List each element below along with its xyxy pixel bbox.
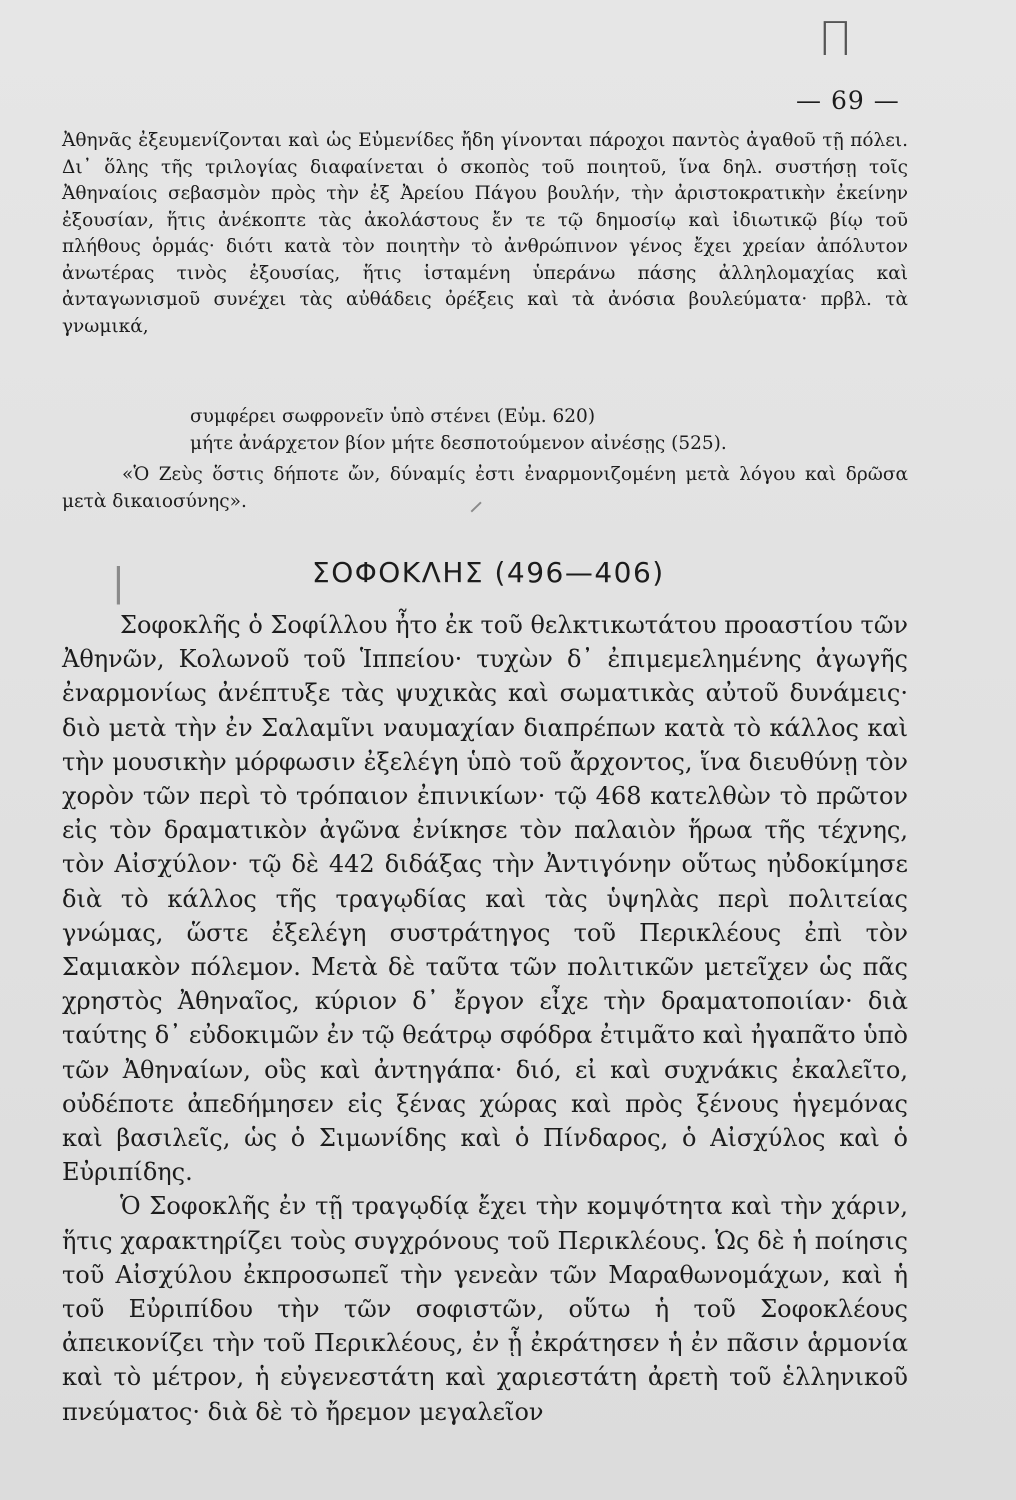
pencil-scribble: |	[112, 560, 125, 604]
body-paragraph: Ὁ Σοφοκλῆς ἐν τῇ τραγῳδίᾳ ἔχει τὴν κομψότητα καὶ τὴν χάριν, ἥτις χαρακτηρίζει τοὺς συγχρόνους τοῦ Περικλέους. Ὡς δὲ ἡ ποίησις τοῦ Αἰσχύλου ἐκπροσωπεῖ τὴν γενεὰν τῶν Μαραθωνομάχων, καὶ ἡ τοῦ Εὐριπίδου τὴν τῶν σοφιστῶν, οὕτω ἡ τοῦ Σοφοκλέους ἀπεικονίζει τὴν τοῦ Περικλέους, ἐν ᾗ ἐκράτησεν ἡ ἐν πᾶσιν ἁρμονία καὶ τὸ μέτρον, ἡ εὐγενεστάτη καὶ χαριεστάτη ἀρετὴ τοῦ ἑλληνικοῦ πνεύματος· διὰ δὲ τὸ ἤρεμον μεγαλεῖον	[62, 1192, 908, 1426]
handwritten-margin-mark: Π	[818, 12, 853, 66]
page-number: — 69 —	[796, 86, 900, 115]
closing-paragraph: «Ὁ Ζεὺς ὅστις δήποτε ὤν, δύναμίς ἐστι ἐναρμονιζομένη μετὰ λόγου καὶ δρῶσα μετὰ δικαιοσύνης».	[62, 464, 908, 512]
section-heading: ΣΟΦΟΚΛΗΣ (496—406)	[312, 556, 665, 589]
quote-line: συμφέρει σωφρονεῖν ὑπὸ στένει (Εὐμ. 620)	[190, 406, 596, 427]
upper-paragraph-block	[62, 128, 908, 340]
body-text	[62, 608, 908, 1429]
pencil-scribble: ᐟ	[470, 496, 483, 531]
closing-paragraph-block	[62, 462, 908, 515]
upper-paragraph: Ἀθηνᾶς ἐξευμενίζονται καὶ ὡς Εὐμενίδες ἤδη γίνονται πάροχοι παντὸς ἀγαθοῦ τῇ πόλει. Δι᾽ ὅλης τῆς τριλογίας διαφαίνεται ὁ σκοπὸς τοῦ ποιητοῦ, ἵνα δηλ. συστήσῃ τοῖς Ἀθηναίοις σεβασμὸν πρὸς τὴν ἐξ Ἀρείου Πάγου βουλήν, τὴν ἀριστοκρατικὴν ἐκείνην ἐξουσίαν, ἥτις ἀνέκοπτε τὰς ἀκολάστους ἔν τε τῷ δημοσίῳ καὶ ἰδιωτικῷ βίῳ τοῦ πλήθους ὁρμάς· διότι κατὰ τὸν ποιητὴν τὸ ἀνθρώπινον γένος ἔχει χρείαν ἀπόλυτον ἀνωτέρας τινὸς ἐξουσίας, ἥτις ἱσταμένη ὑπεράνω πάσης ἀλληλομαχίας καὶ ἀνταγωνισμοῦ συνέχει τὰς αὐθάδεις ὀρέξεις καὶ τὰ ἀνόσια βουλεύματα· πρβλ. τὰ γνωμικά,	[62, 130, 908, 337]
quote-line: μήτε ἀνάρχετον βίον μήτε δεσποτούμενον αἰνέσῃς (525).	[190, 432, 727, 454]
body-paragraph: Σοφοκλῆς ὁ Σοφίλλου ἦτο ἐκ τοῦ θελκτικωτάτου προαστίου τῶν Ἀθηνῶν, Κολωνοῦ τοῦ Ἱππείου· τυχὼν δ᾽ ἐπιμεμελημένης ἀγωγῆς ἐναρμονίως ἀνέπτυξε τὰς ψυχικὰς καὶ σωματικὰς αὐτοῦ δυνάμεις· διὸ μετὰ τὴν ἐν Σαλαμῖνι ναυμαχίαν διαπρέπων κατὰ τὸ κάλλος καὶ τὴν μουσικὴν μόρφωσιν ἐξελέγη ὑπὸ τοῦ ἄρχοντος, ἵνα διευθύνῃ τὸν χορὸν τῶν περὶ τὸ τρόπαιον ἐπινικίων· τῷ 468 κατελθὼν τὸ πρῶτον εἰς τὸν δραματικὸν ἀγῶνα ἐνίκησε τὸν παλαιὸν ἥρωα τῆς τέχνης, τὸν Αἰσχύλον· τῷ δὲ 442 διδάξας τὴν Ἀντιγόνην οὕτως ηὐδοκίμησε διὰ τὸ κάλλος τῆς τραγῳδίας καὶ τὰς ὑψηλὰς περὶ πολιτείας γνώμας, ὥστε ἐξελέγη συστράτηγος τοῦ Περικλέους ἐπὶ τὸν Σαμιακὸν πόλεμον. Μετὰ δὲ ταῦτα τῶν πολιτικῶν μετεῖχεν ὡς πᾶς χρηστὸς Ἀθηναῖος, κύριον δ᾽ ἔργον εἶχε τὴν δραματοποιίαν· διὰ ταύτης δ᾽ εὐδοκιμῶν ἐν τῷ θεάτρῳ σφόδρα ἐτιμᾶτο καὶ ἠγαπᾶτο ὑπὸ τῶν Ἀθηναίων, οὓς καὶ ἀντηγάπα· διό, εἰ καὶ συχνάκις ἐκαλεῖτο, οὐδέποτε ἀπεδήμησεν εἰς ξένας χώρας καὶ πρὸς ξένους ἡγεμόνας καὶ βασιλεῖς, ὡς ὁ Σιμωνίδης καὶ ὁ Πίνδαρος, ὁ Αἰσχύλος καὶ ὁ Εὐριπίδης.	[62, 611, 908, 1187]
quotation-block	[190, 404, 910, 457]
